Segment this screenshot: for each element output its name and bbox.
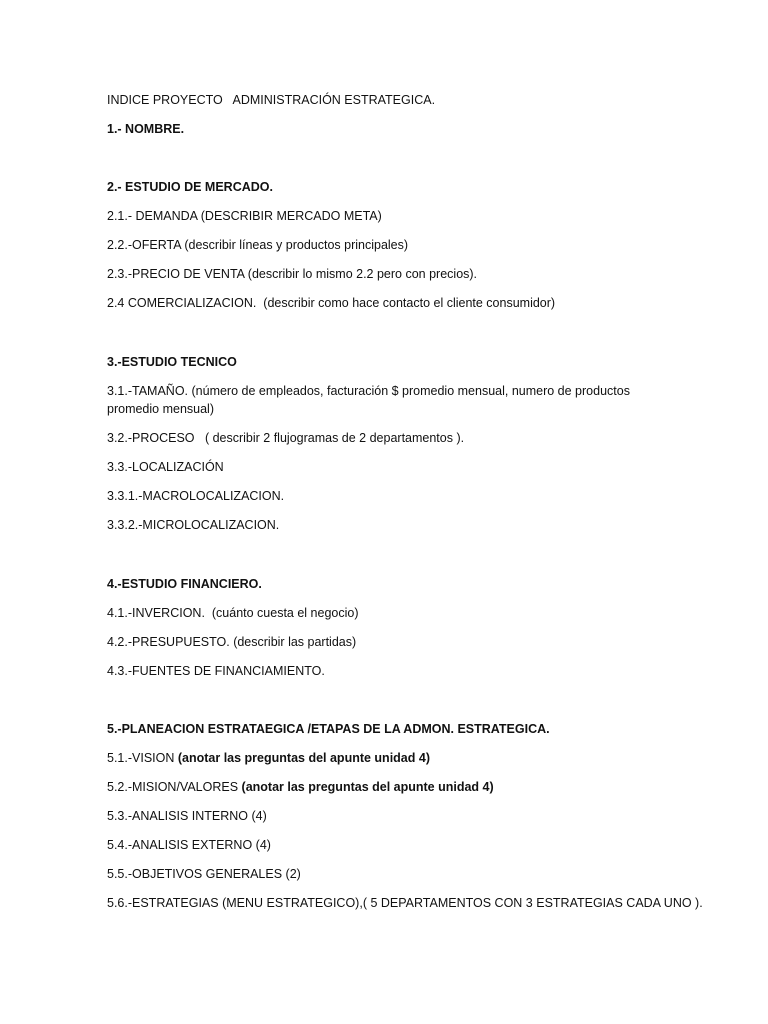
item-3-3-1: 3.3.1.-MACROLOCALIZACION. — [107, 489, 285, 503]
document-title: INDICE PROYECTO ADMINISTRACIÓN ESTRATEGICA. — [107, 93, 436, 107]
item-2-1: 2.1.- DEMANDA (DESCRIBIR MERCADO META) — [107, 209, 382, 223]
item-5-2 — [107, 778, 494, 796]
item-5-5: 5.5.-OBJETIVOS GENERALES (2) — [107, 867, 301, 881]
item-3-2: 3.2.-PROCESO ( describir 2 flujogramas de 2 departamentos ). — [107, 431, 465, 445]
item-4-1: 4.1.-INVERCION. (cuánto cuesta el negocio) — [107, 606, 359, 620]
item-2-3: 2.3.-PRECIO DE VENTA (describir lo mismo 2.2 pero con precios). — [107, 267, 478, 281]
section-2-heading: 2.- ESTUDIO DE MERCADO. — [107, 180, 273, 194]
item-4-2: 4.2.-PRESUPUESTO. (describir las partidas) — [107, 635, 357, 649]
item-5-2-label: 5.2.-MISION/VALORES — [107, 780, 242, 794]
item-4-3: 4.3.-FUENTES DE FINANCIAMIENTO. — [107, 664, 325, 678]
item-3-1: 3.1.-TAMAÑO. (número de empleados, facturación $ promedio mensual, numero de productos promedio mensual) — [107, 384, 630, 416]
item-2-4: 2.4 COMERCIALIZACION. (describir como hace contacto el cliente consumidor) — [107, 296, 556, 310]
item-2-2: 2.2.-OFERTA (describir líneas y productos principales) — [107, 238, 409, 252]
item-3-3-2: 3.3.2.-MICROLOCALIZACION. — [107, 518, 280, 532]
item-5-1-label: 5.1.-VISION — [107, 751, 178, 765]
item-5-6: 5.6.-ESTRATEGIAS (MENU ESTRATEGICO),( 5 DEPARTAMENTOS CON 3 ESTRATEGIAS CADA UNO ). — [107, 896, 703, 910]
item-5-3: 5.3.-ANALISIS INTERNO (4) — [107, 809, 267, 823]
section-3-heading: 3.-ESTUDIO TECNICO — [107, 355, 237, 369]
item-5-1-note: (anotar las preguntas del apunte unidad 4) — [177, 751, 430, 765]
item-5-4: 5.4.-ANALISIS EXTERNO (4) — [107, 838, 271, 852]
item-5-2-note: (anotar las preguntas del apunte unidad 4) — [241, 780, 494, 794]
item-3-3: 3.3.-LOCALIZACIÓN — [107, 460, 224, 474]
section-1-heading: 1.- NOMBRE. — [107, 122, 185, 136]
item-5-1 — [107, 749, 430, 767]
section-4-heading: 4.-ESTUDIO FINANCIERO. — [107, 577, 262, 591]
section-5-heading: 5.-PLANEACION ESTRATAEGICA /ETAPAS DE LA ADMON. ESTRATEGICA. — [107, 722, 550, 736]
